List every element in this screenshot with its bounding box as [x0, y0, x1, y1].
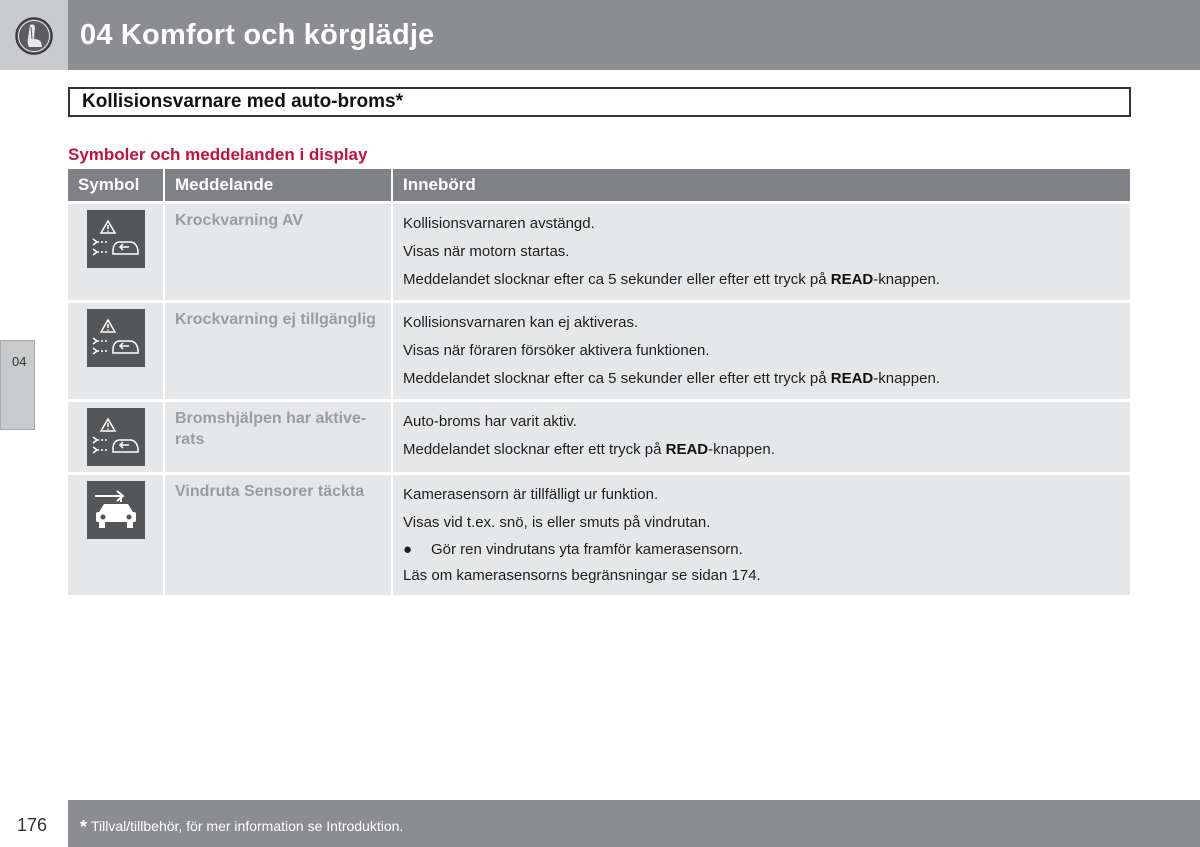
table-row	[68, 300, 1130, 399]
meaning-cell	[393, 300, 1130, 399]
footer-note	[80, 817, 403, 838]
footer-bar	[68, 800, 1200, 847]
collision-warning-icon	[87, 309, 145, 367]
meaning-line	[403, 436, 1120, 464]
meaning-line	[403, 365, 1120, 393]
column-header-symbol: Symbol	[68, 169, 165, 201]
meaning-line-text: -knappen.	[873, 370, 940, 387]
meaning-line: Kollisionsvarnaren avstängd.	[403, 215, 595, 232]
collision-warning-icon	[87, 210, 145, 268]
symbol-cell	[68, 399, 165, 472]
chapter-side-tab	[0, 340, 35, 430]
read-button-name: READ	[830, 370, 874, 387]
meaning-cell	[393, 201, 1130, 300]
message-cell	[165, 300, 393, 399]
symbol-cell	[68, 300, 165, 399]
meaning-line-text: -knappen.	[708, 441, 775, 458]
bullet-text: Gör ren vindrutans yta framför kamerasensorn.	[431, 541, 743, 558]
meaning-line: Läs om kamerasensorns begränsningar se sidan 174.	[403, 567, 761, 584]
message-cell	[165, 399, 393, 472]
meaning-line: Visas när motorn startas.	[403, 243, 570, 260]
section-title-box	[68, 87, 1131, 117]
page-number: 176	[17, 815, 48, 835]
meaning-line-text: Meddelandet slocknar efter ca 5 sekunder eller efter ett tryck på	[403, 370, 831, 387]
message-text: Krockvarning ej tillgänglig	[175, 311, 376, 328]
column-header-meaning: Innebörd	[393, 169, 1130, 201]
meaning-line-text: -knappen.	[873, 271, 940, 288]
meaning-cell	[393, 472, 1130, 595]
bullet-dot: ●	[403, 541, 413, 558]
subheading: Symboler och meddelanden i display	[68, 145, 368, 164]
meaning-line: Auto-broms har varit aktiv.	[403, 413, 577, 430]
message-text-line: rats	[175, 431, 205, 448]
meaning-line: Visas vid t.ex. snö, is eller smuts på vindrutan.	[403, 514, 711, 531]
seat-icon	[14, 16, 54, 56]
collision-warning-icon	[87, 408, 145, 466]
header-bar	[0, 0, 1200, 70]
section-title: Kollisionsvarnare med auto-broms*	[82, 91, 403, 112]
meaning-line: Kamerasensorn är tillfälligt ur funktion.	[403, 486, 659, 503]
table-header-row	[68, 169, 1130, 201]
column-header-message: Meddelande	[165, 169, 393, 201]
meaning-line: Visas när föraren försöker aktivera funktionen.	[403, 342, 710, 359]
meaning-cell	[393, 399, 1130, 472]
chapter-tab-label: 04	[12, 354, 27, 369]
windscreen-sensor-icon	[87, 481, 145, 539]
footnote-text: Tillval/tillbehör, för mer information se Introduktion.	[91, 818, 404, 834]
symbol-cell	[68, 472, 165, 595]
message-cell	[165, 472, 393, 595]
message-text: Vindruta Sensorer täckta	[175, 483, 365, 500]
chapter-title: 04 Komfort och körglädje	[80, 19, 435, 51]
table-row	[68, 472, 1130, 595]
message-text-line: Bromshjälpen har aktive-	[175, 410, 367, 427]
symbol-cell	[68, 201, 165, 300]
meaning-line	[403, 266, 1120, 294]
symbols-table	[68, 169, 1130, 595]
header-icon-box	[0, 0, 68, 70]
message-cell	[165, 201, 393, 300]
meaning-line-text: Meddelandet slocknar efter ett tryck på	[403, 441, 666, 458]
meaning-line-text: Meddelandet slocknar efter ca 5 sekunder eller efter ett tryck på	[403, 271, 831, 288]
table-row	[68, 399, 1130, 472]
message-text: Krockvarning AV	[175, 212, 304, 229]
read-button-name: READ	[830, 271, 874, 288]
meaning-line: Kollisionsvarnaren kan ej aktiveras.	[403, 314, 639, 331]
footnote-star: *	[80, 817, 88, 837]
read-button-name: READ	[665, 441, 709, 458]
table-row	[68, 201, 1130, 300]
bullet-item	[403, 537, 1120, 563]
